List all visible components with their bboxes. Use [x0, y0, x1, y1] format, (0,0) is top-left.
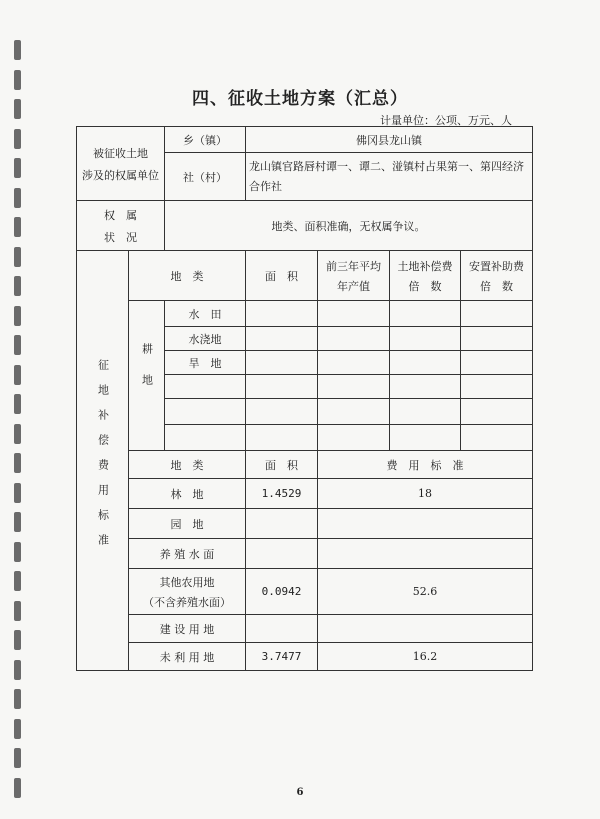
- binding-hole: [14, 512, 21, 532]
- village-value: 龙山镇官路唇村谭一、谭二、湴镇村占果第一、第四经济合作社: [246, 153, 533, 201]
- header2-land-type: 地 类: [129, 451, 246, 479]
- arable-cell: [461, 425, 533, 451]
- header-area: 面 积: [246, 251, 318, 301]
- header-land-comp: [390, 251, 461, 301]
- binding-hole: [14, 306, 21, 326]
- other-row-standard: 18: [318, 479, 533, 509]
- arable-row-type: 水 田: [165, 301, 246, 327]
- owner-label-line1: 被征收土地: [93, 146, 148, 160]
- binding-hole: [14, 158, 21, 178]
- other-row-type-cell: [129, 569, 246, 615]
- other-row-type: 林 地: [129, 479, 246, 509]
- arable-cell: [461, 327, 533, 351]
- arable-row-type: 旱 地: [165, 351, 246, 375]
- binding-holes: [8, 40, 24, 810]
- arable-cell: [318, 375, 390, 399]
- arable-row-type: [165, 425, 246, 451]
- binding-hole: [14, 247, 21, 267]
- binding-hole: [14, 630, 21, 650]
- arable-cell: [318, 399, 390, 425]
- binding-hole: [14, 660, 21, 680]
- binding-hole: [14, 571, 21, 591]
- other-row-area: 3.7477: [246, 643, 318, 671]
- header-land-comp-line2: 倍 数: [408, 279, 442, 293]
- arable-cell: [461, 375, 533, 399]
- arable-cell: [246, 327, 318, 351]
- page-title: 四、征收土地方案（汇总）: [192, 89, 408, 109]
- owner-label-cell: [77, 127, 165, 201]
- other-row-area: [246, 615, 318, 643]
- other-row-standard: [318, 539, 533, 569]
- other-row-area: 1.4529: [246, 479, 318, 509]
- arable-cell: [461, 399, 533, 425]
- other-row-standard: [318, 615, 533, 643]
- other-row-area: [246, 539, 318, 569]
- arable-cell: [246, 399, 318, 425]
- arable-cell: [390, 375, 461, 399]
- arable-row-type: [165, 375, 246, 399]
- header-avg-output-line1: 前三年平均: [326, 259, 381, 273]
- binding-hole: [14, 483, 21, 503]
- arable-cell: [390, 301, 461, 327]
- arable-cell: [461, 301, 533, 327]
- compensation-side-label-cell: [77, 251, 129, 671]
- header-land-comp-line1: 土地补偿费: [397, 259, 453, 273]
- binding-hole: [14, 40, 21, 60]
- other-row-area: 0.0942: [246, 569, 318, 615]
- arable-row-type: [165, 399, 246, 425]
- arable-cell: [246, 425, 318, 451]
- other-row-standard: 52.6: [318, 569, 533, 615]
- header2-area: 面 积: [246, 451, 318, 479]
- header-resettle-line2: 倍 数: [480, 279, 513, 293]
- arable-cell: [390, 425, 461, 451]
- header-land-type: 地 类: [129, 251, 246, 301]
- other-row-type: 养 殖 水 面: [129, 539, 246, 569]
- ownership-label-cell: [77, 201, 165, 251]
- binding-hole: [14, 719, 21, 739]
- binding-hole: [14, 276, 21, 296]
- owner-label-line2: 涉及的权属单位: [82, 168, 159, 182]
- other-row-type: 其他农用地: [159, 575, 215, 589]
- other-row-type-note: （不含养殖水面）: [143, 595, 231, 609]
- arable-cell: [318, 351, 390, 375]
- arable-cell: [318, 327, 390, 351]
- header-avg-output: [318, 251, 390, 301]
- binding-hole: [14, 335, 21, 355]
- other-row-type: 建 设 用 地: [129, 615, 246, 643]
- ownership-label-line2: 状 况: [104, 230, 137, 244]
- arable-cell: [318, 301, 390, 327]
- other-row-type: 园 地: [129, 509, 246, 539]
- arable-cell: [390, 327, 461, 351]
- village-label: 社（村）: [165, 153, 246, 201]
- binding-hole: [14, 217, 21, 237]
- binding-hole: [14, 365, 21, 385]
- other-row-area: [246, 509, 318, 539]
- page-number: 6: [296, 787, 304, 798]
- other-row-standard: 16.2: [318, 643, 533, 671]
- township-label: 乡（镇）: [165, 127, 246, 153]
- binding-hole: [14, 542, 21, 562]
- binding-hole: [14, 689, 21, 709]
- land-acquisition-table: [76, 126, 533, 671]
- header-resettle-line1: 安置补助费: [469, 259, 524, 273]
- binding-hole: [14, 394, 21, 414]
- measurement-unit: 计量单位：公项、万元、人: [380, 114, 512, 127]
- binding-hole: [14, 129, 21, 149]
- arable-cell: [318, 425, 390, 451]
- arable-cell: [246, 375, 318, 399]
- arable-label-cell: [129, 301, 165, 451]
- header2-standard: 费 用 标 准: [318, 451, 533, 479]
- header-resettle: [461, 251, 533, 301]
- header-avg-output-line2: 年产值: [337, 279, 370, 293]
- binding-hole: [14, 453, 21, 473]
- binding-hole: [14, 424, 21, 444]
- arable-cell: [461, 351, 533, 375]
- binding-hole: [14, 748, 21, 768]
- other-row-type: 未 利 用 地: [129, 643, 246, 671]
- arable-cell: [246, 301, 318, 327]
- binding-hole: [14, 601, 21, 621]
- arable-row-type: 水浇地: [165, 327, 246, 351]
- township-value: 佛冈县龙山镇: [246, 127, 533, 153]
- binding-hole: [14, 188, 21, 208]
- other-row-standard: [318, 509, 533, 539]
- compensation-side-label: 征地补偿费用标准: [96, 359, 110, 559]
- arable-cell: [390, 351, 461, 375]
- ownership-label-line1: 权 属: [104, 208, 137, 222]
- arable-label: 耕地: [140, 343, 154, 405]
- ownership-value: 地类、面积准确，无权属争议。: [165, 201, 533, 251]
- arable-cell: [246, 351, 318, 375]
- arable-cell: [390, 399, 461, 425]
